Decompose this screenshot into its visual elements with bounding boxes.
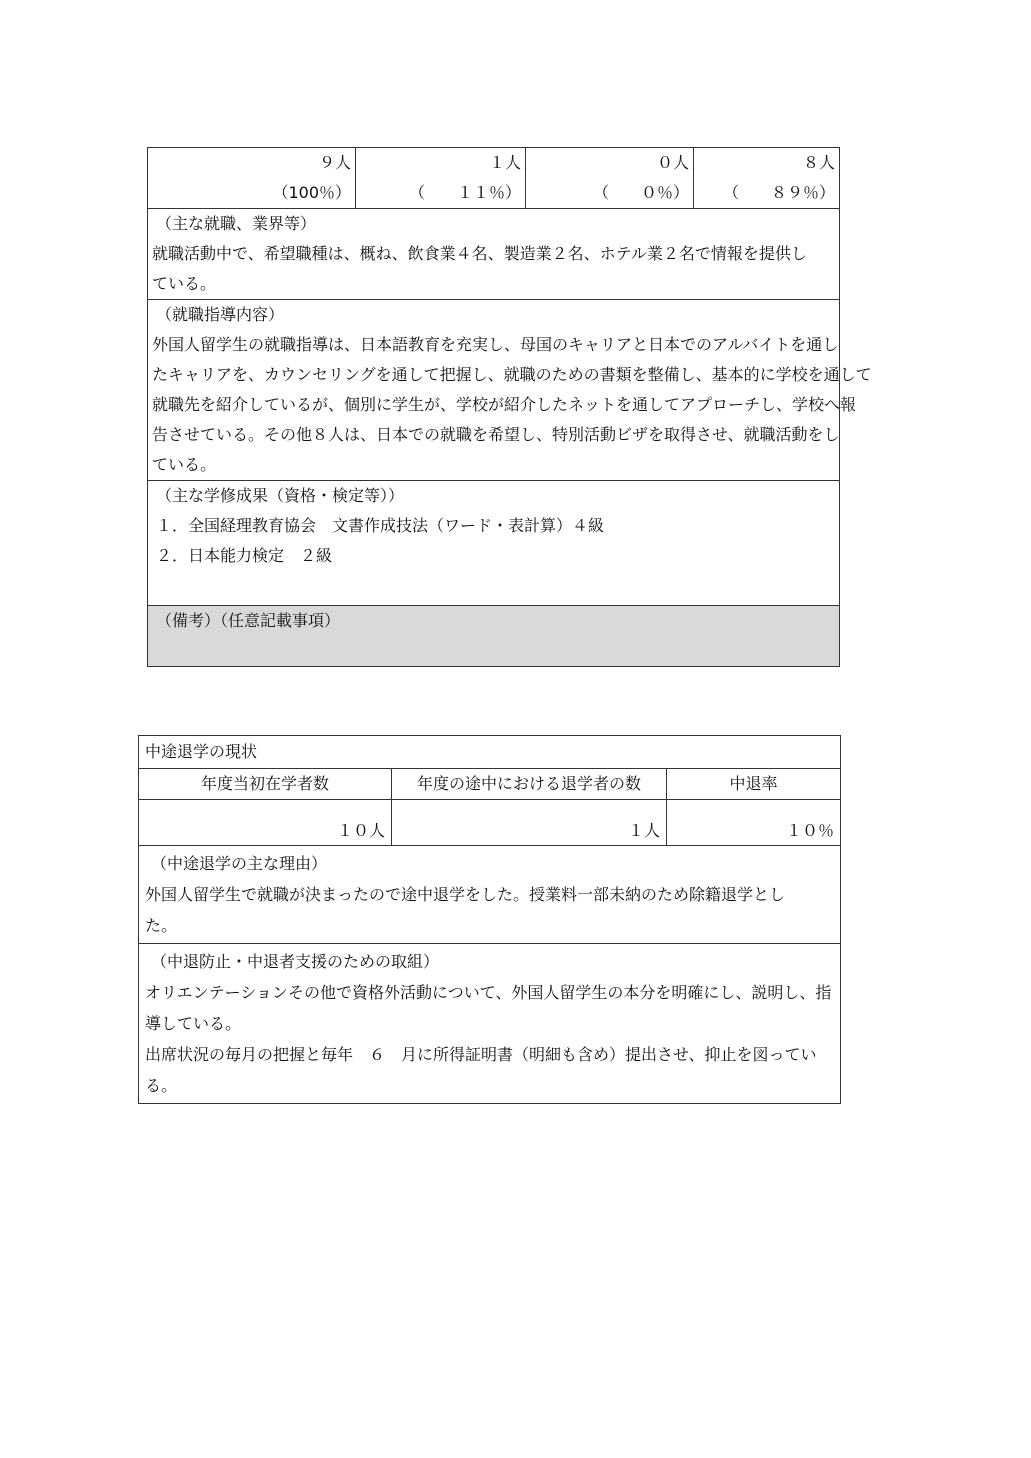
section-heading: （中途退学の主な理由） — [151, 854, 328, 873]
section-text-line: 外国人留学生で就職が決まったので途中退学をした。授業料一部未納のため除籍退学とし — [145, 885, 786, 904]
value-initial-enrollment: １０人 — [139, 800, 392, 846]
header-dropout-rate: 中退率 — [667, 769, 841, 800]
dropout-title: 中途退学の現状 — [139, 736, 841, 769]
achievements-section — [148, 481, 840, 606]
count-value: ８人 — [802, 153, 835, 172]
count-value: ０人 — [656, 153, 689, 172]
guidance-section — [148, 300, 872, 481]
section-text-line: たキャリアを、カウンセリングを通して把握し、就職のための書類を整備し、基本的に学校を通して — [152, 365, 872, 384]
employed-total-cell — [148, 148, 356, 209]
dropout-reasons-section — [139, 846, 841, 944]
section-text-line: オリエンテーションその他で資格外活動について、外国人留学生の本分を明確にし、説明し、指 — [145, 983, 832, 1002]
achievements-row — [148, 481, 840, 606]
remarks-section — [148, 606, 840, 667]
section-text-line: 就職先を紹介しているが、個別に学生が、学校が紹介したネットを通してアプローチし、学校へ報 — [152, 395, 857, 414]
section-heading: （主な就職、業界等） — [156, 214, 317, 233]
employment-counts-row — [148, 148, 840, 209]
count-cell-2 — [356, 148, 526, 209]
section-text-line: 外国人留学生の就職指導は、日本語教育を充実し、母国のキャリアと日本でのアルバイトを通し — [152, 335, 839, 354]
value-dropout-rate: １０％ — [667, 800, 841, 846]
dropout-header-row — [139, 769, 841, 800]
achievement-item: １．全国経理教育協会 文書作成技法（ワード・表計算）４級 — [156, 516, 605, 535]
dropout-title-row — [139, 736, 841, 769]
section-heading: （備考）（任意記載事項） — [156, 611, 341, 630]
count-cell-4 — [694, 148, 840, 209]
header-dropout-count: 年度の途中における退学者の数 — [392, 769, 667, 800]
remarks-row — [148, 606, 840, 667]
main-jobs-section — [148, 209, 840, 300]
dropout-values-row — [139, 800, 841, 846]
section-heading: （就職指導内容） — [156, 305, 285, 324]
section-text-line: る。 — [145, 1076, 178, 1095]
count-value: １人 — [488, 153, 521, 172]
percent-value: （ ０％） — [592, 183, 689, 202]
section-text-line: 告させている。その他８人は、日本での就職を希望し、特別活動ビザを取得させ、就職活動をし — [152, 425, 840, 444]
dropout-prevention-section — [139, 944, 841, 1104]
employment-table — [147, 147, 872, 667]
section-text-line: ている。 — [152, 455, 217, 474]
percent-value: （100％） — [272, 183, 351, 202]
percent-value: （ ８９％） — [722, 183, 835, 202]
section-text-line: 就職活動中で、希望職種は、概ね、飲食業４名、製造業２名、ホテル業２名で情報を提供し — [152, 244, 807, 263]
dropout-reasons-row — [139, 846, 841, 944]
value-dropout-count: １人 — [392, 800, 667, 846]
guidance-row — [148, 300, 840, 481]
achievement-item: ２．日本能力検定 ２級 — [156, 546, 333, 565]
percent-value: （ １１％） — [408, 183, 521, 202]
section-text-line: 出席状況の毎月の把握と毎年 ６ 月に所得証明書（明細も含め）提出させ、抑止を図ってい — [145, 1045, 817, 1064]
section-text-line: ている。 — [152, 274, 217, 293]
section-heading: （中退防止・中退者支援のための取組） — [151, 952, 440, 971]
section-text-line: 導している。 — [145, 1014, 242, 1033]
main-jobs-row — [148, 209, 840, 300]
count-value: ９人 — [318, 153, 351, 172]
count-cell-3 — [526, 148, 694, 209]
dropout-prevention-row — [139, 944, 841, 1104]
section-text-line: た。 — [145, 916, 178, 935]
dropout-table — [138, 735, 841, 1104]
section-heading: （主な学修成果（資格・検定等）） — [156, 486, 405, 505]
header-initial-enrollment: 年度当初在学者数 — [139, 769, 392, 800]
